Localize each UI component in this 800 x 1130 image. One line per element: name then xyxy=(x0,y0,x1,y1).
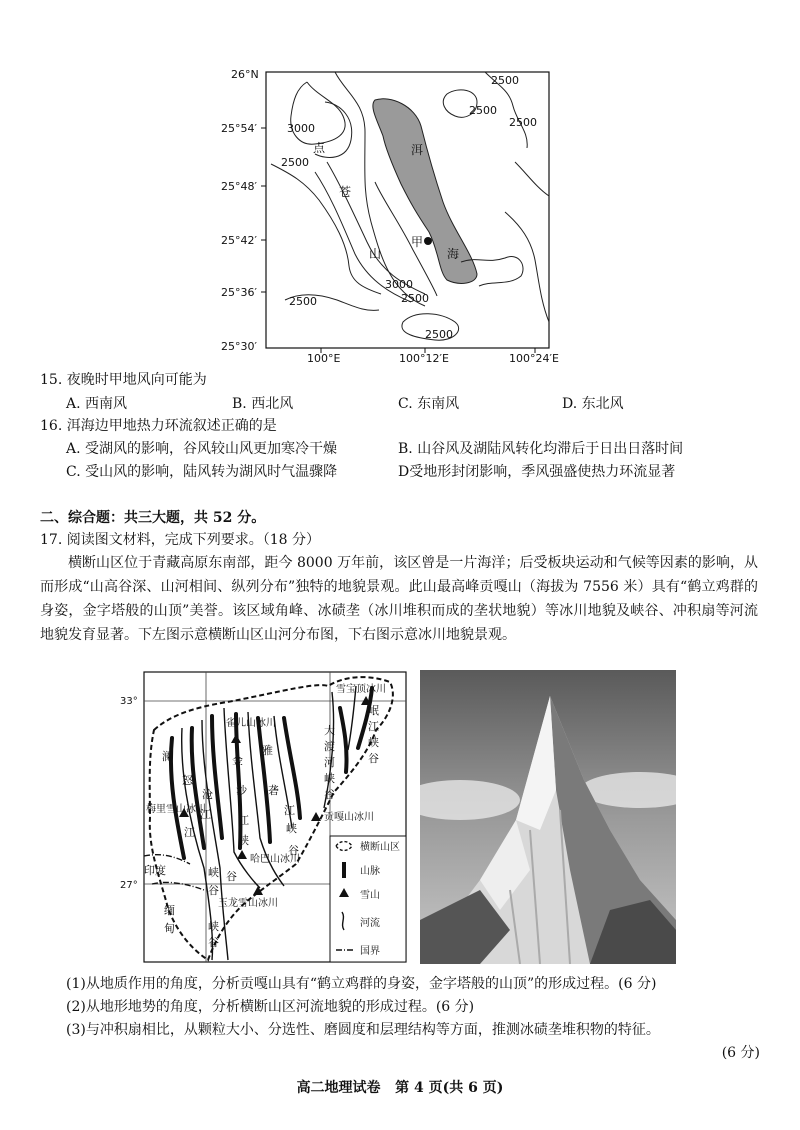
country-label-myanmar-2: 甸 xyxy=(164,922,175,935)
lat-label: 26°N xyxy=(231,68,259,81)
river-char: 沧 xyxy=(202,788,213,801)
q15-option-a: A. 西南风 xyxy=(66,396,128,412)
q15-stem: 15. 夜晚时甲地风向可能为 xyxy=(40,372,207,388)
contour-label: 2500 xyxy=(401,292,429,305)
river-char: 江 xyxy=(368,720,379,733)
q15-option-b: B. 西北风 xyxy=(232,396,294,412)
erhai-contour-map xyxy=(215,62,565,362)
lon-label: 100°E xyxy=(307,352,341,362)
river-char: 沙 xyxy=(236,784,247,797)
q16-option-d: D受地形封闭影响，季风强盛使热力环流显著 xyxy=(398,464,676,480)
q15-option-c: C. 东南风 xyxy=(398,396,460,412)
river-char: 峡 xyxy=(208,920,219,933)
lon-label: 100°24′E xyxy=(509,352,559,362)
q16-stem: 16. 洱海边甲地热力环流叙述正确的是 xyxy=(40,418,277,434)
river-char: 河 xyxy=(324,756,335,769)
lat-label: 25°42′ xyxy=(221,234,257,247)
score-note: (6 分) xyxy=(721,1045,760,1061)
lat-label: 25°36′ xyxy=(221,286,257,299)
lat-label: 25°54′ xyxy=(221,122,257,135)
legend-label: 山脉 xyxy=(360,866,380,877)
lat-label-33: 33° xyxy=(120,696,138,707)
river-char: 谷 xyxy=(208,936,219,949)
peak-label: 雪宝顶冰川 xyxy=(336,684,386,695)
contour-label: 2500 xyxy=(289,295,317,308)
contour-label: 2500 xyxy=(469,104,497,117)
lat-label-27: 27° xyxy=(120,880,138,891)
map2-legend xyxy=(330,836,406,962)
river-char: 谷 xyxy=(368,752,379,765)
river-char: 江 xyxy=(238,814,249,827)
river-char: 砻 xyxy=(268,784,279,797)
peak-label: 梅里雪山冰川 xyxy=(146,804,206,815)
erhai-lake xyxy=(373,99,477,284)
river-char: 峡 xyxy=(368,736,379,749)
sub-question-3: (3)与冲积扇相比，从颗粒大小、分选性、磨圆度和层理结构等方面，推测冰碛垄堆积物的特征。 xyxy=(66,1022,660,1038)
q16-option-c: C. 受山风的影响，陆风转为湖风时气温骤降 xyxy=(66,464,338,480)
q17-material: 横断山区位于青藏高原东南部，距今 8000 万年前，该区曾是一片海洋；后受板块运动和气候等因素的影响，从而形成“山高谷深、山河相间、纵列分布”独特的地貌景观。此山最高峰贡嘎山（海拔为 7556 米）具有“鹤立鸡群的身姿，金字塔般的山顶”美誉。该区域角峰、冰碛垄（冰川堆积而成的垄状地貌）等冰川地貌及峡谷、冲积扇等河流地貌发育显著。下左图示意横断山区山河分布图，下右图示意冰川地貌景观。 xyxy=(40,555,758,643)
river-char: 怒 xyxy=(182,774,193,787)
river-char: 雅 xyxy=(262,744,273,757)
place-label-cang: 苍 xyxy=(339,185,352,199)
contour-label: 3000 xyxy=(287,122,315,135)
river-char: 谷 xyxy=(324,788,335,801)
legend-label: 河流 xyxy=(360,918,380,929)
place-label-er: 洱 xyxy=(411,143,424,157)
glacier-landscape-photo xyxy=(420,670,676,964)
river-char: 江 xyxy=(184,826,195,839)
lat-label: 25°30′ xyxy=(221,340,257,353)
river-char: 澜 xyxy=(162,750,173,763)
page-footer: 高二地理试卷 第 4 页(共 6 页) xyxy=(296,1080,504,1096)
river-char: 岷 xyxy=(368,704,379,717)
contour-label: 2500 xyxy=(425,328,453,341)
contour-label: 2500 xyxy=(491,74,519,87)
river-char: 江 xyxy=(284,804,295,817)
place-label-shan: 山 xyxy=(369,247,382,261)
river-char: 金 xyxy=(232,754,243,767)
q16-option-b: B. 山谷风及湖陆风转化均滞后于日出日落时间 xyxy=(398,441,684,457)
q17-title: 17. 阅读图文材料，完成下列要求。（18 分） xyxy=(40,532,320,548)
sub-question-2: (2)从地形地势的角度，分析横断山区河流地貌的形成过程。(6 分) xyxy=(66,999,475,1015)
river-char: 峡 xyxy=(238,834,249,847)
sub-question-1: (1)从地质作用的角度，分析贡嘎山具有“鹤立鸡群的身姿，金字塔般的山顶”的形成过程。(6 分) xyxy=(66,976,657,992)
river-char: 渡 xyxy=(324,740,335,753)
river-char: 谷 xyxy=(288,844,299,857)
mountain-ranges xyxy=(171,688,372,858)
place-label-dian: 点 xyxy=(313,141,326,155)
peak-label: 玉龙雪山冰川 xyxy=(218,898,278,909)
place-label-jia: 甲 xyxy=(411,235,424,249)
river-char: 江 xyxy=(200,808,211,821)
contour-label: 2500 xyxy=(509,116,537,129)
river-char: 大 xyxy=(324,724,335,737)
q16-option-a: A. 受湖风的影响，谷风较山风更加寒冷干燥 xyxy=(66,441,338,457)
point-jia-marker xyxy=(424,237,432,245)
place-label-hai: 海 xyxy=(447,247,460,261)
lat-label: 25°48′ xyxy=(221,180,257,193)
peak-label: 哈巴山冰川 xyxy=(250,854,300,865)
peak-label: 贡嘎山冰川 xyxy=(324,812,374,823)
river-char: 峡 xyxy=(324,772,335,785)
lon-label: 100°12′E xyxy=(399,352,449,362)
country-label-india: 印度 xyxy=(144,864,166,877)
contour-label: 3000 xyxy=(385,278,413,291)
country-label-myanmar-1: 缅 xyxy=(164,904,175,917)
river-char: 峡 xyxy=(286,822,297,835)
legend-label: 雪山 xyxy=(360,890,380,901)
peak-label: 雀儿山冰川 xyxy=(226,718,276,729)
contour-label: 2500 xyxy=(281,156,309,169)
hengduan-river-map xyxy=(108,668,414,966)
q15-option-d: D. 东北风 xyxy=(562,396,624,412)
river-char: 峡 xyxy=(208,866,219,879)
river-char: 谷 xyxy=(226,870,237,883)
legend-label: 国界 xyxy=(360,946,380,957)
legend-label: 横断山区 xyxy=(360,842,400,853)
section2-heading: 二、综合题：共三大题，共 52 分。 xyxy=(40,510,266,526)
river-char: 谷 xyxy=(208,884,219,897)
